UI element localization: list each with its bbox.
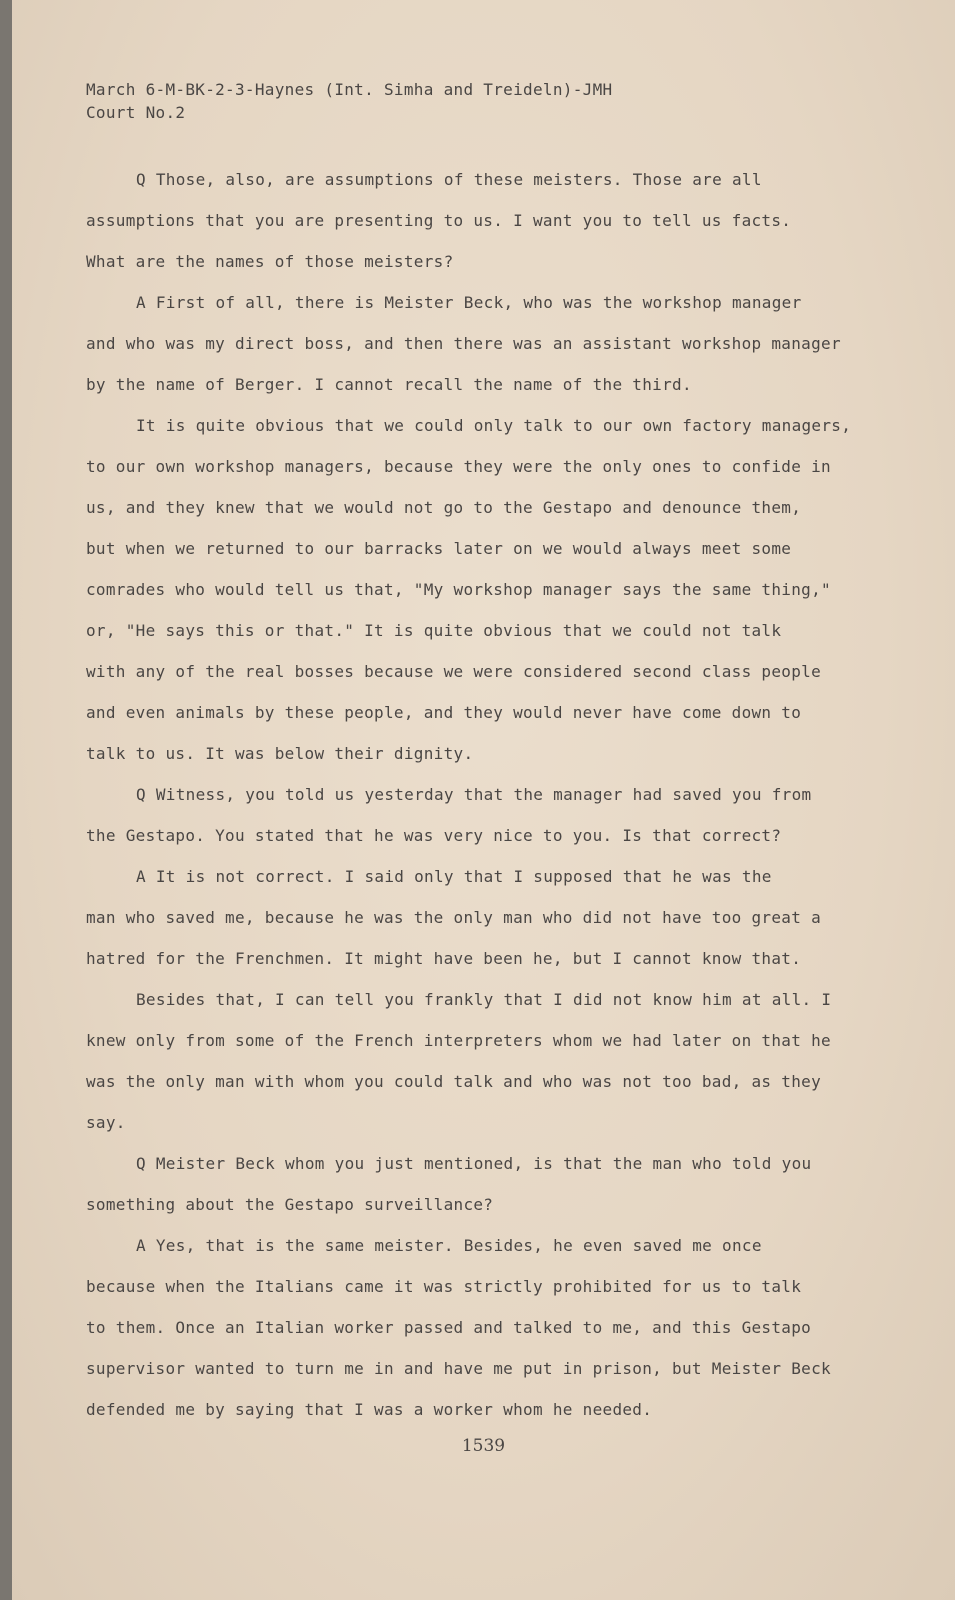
transcript-body [86,159,886,1430]
transcript-line: What are the names of those meisters? [86,252,454,271]
transcript-line: assumptions that you are presenting to us. I want you to tell us facts. [86,211,792,230]
transcript-line: A Yes, that is the same meister. Besides, he even saved me once [136,1236,762,1255]
transcript-line: Q Meister Beck whom you just mentioned, is that the man who told you [136,1154,812,1173]
transcript-line: us, and they knew that we would not go to the Gestapo and denounce them, [86,498,802,517]
transcript-line: and who was my direct boss, and then there was an assistant workshop manager [86,334,841,353]
document-header [86,78,612,124]
transcript-line: A It is not correct. I said only that I supposed that he was the [136,867,772,886]
transcript-line: supervisor wanted to turn me in and have me put in prison, but Meister Beck [86,1359,831,1378]
transcript-line: man who saved me, because he was the only man who did not have too great a [86,908,822,927]
transcript-line: knew only from some of the French interpreters whom we had later on that he [86,1031,831,1050]
transcript-line: by the name of Berger. I cannot recall the name of the third. [86,375,692,394]
transcript-line: but when we returned to our barracks later on we would always meet some [86,539,792,558]
transcript-line: Besides that, I can tell you frankly that I did not know him at all. I [136,990,832,1009]
transcript-line: say. [86,1113,126,1132]
transcript-line: the Gestapo. You stated that he was very nice to you. Is that correct? [86,826,782,845]
transcript-line: or, "He says this or that." It is quite obvious that we could not talk [86,621,782,640]
transcript-line: to them. Once an Italian worker passed and talked to me, and this Gestapo [86,1318,812,1337]
transcript-line: Q Those, also, are assumptions of these meisters. Those are all [136,170,762,189]
transcript-line: It is quite obvious that we could only talk to our own factory managers, [136,416,852,435]
transcript-line: with any of the real bosses because we were considered second class people [86,662,822,681]
transcript-line: talk to us. It was below their dignity. [86,744,474,763]
document-page [12,0,955,1600]
transcript-line: comrades who would tell us that, "My workshop manager says the same thing," [86,580,831,599]
transcript-line: something about the Gestapo surveillance? [86,1195,494,1214]
transcript-line: A First of all, there is Meister Beck, who was the workshop manager [136,293,802,312]
transcript-line: hatred for the Frenchmen. It might have been he, but I cannot know that. [86,949,802,968]
header-reference-line: March 6-M-BK-2-3-Haynes (Int. Simha and Treideln)-JMH [86,80,613,99]
transcript-line: and even animals by these people, and they would never have come down to [86,703,802,722]
transcript-line: defended me by saying that I was a worker whom he needed. [86,1400,653,1419]
transcript-line: Q Witness, you told us yesterday that the manager had saved you from [136,785,812,804]
transcript-line: was the only man with whom you could talk and who was not too bad, as they [86,1072,822,1091]
transcript-line: because when the Italians came it was strictly prohibited for us to talk [86,1277,802,1296]
page-number: 1539 [461,1436,506,1456]
header-court-line: Court No.2 [86,103,186,122]
transcript-line: to our own workshop managers, because they were the only ones to confide in [86,457,831,476]
